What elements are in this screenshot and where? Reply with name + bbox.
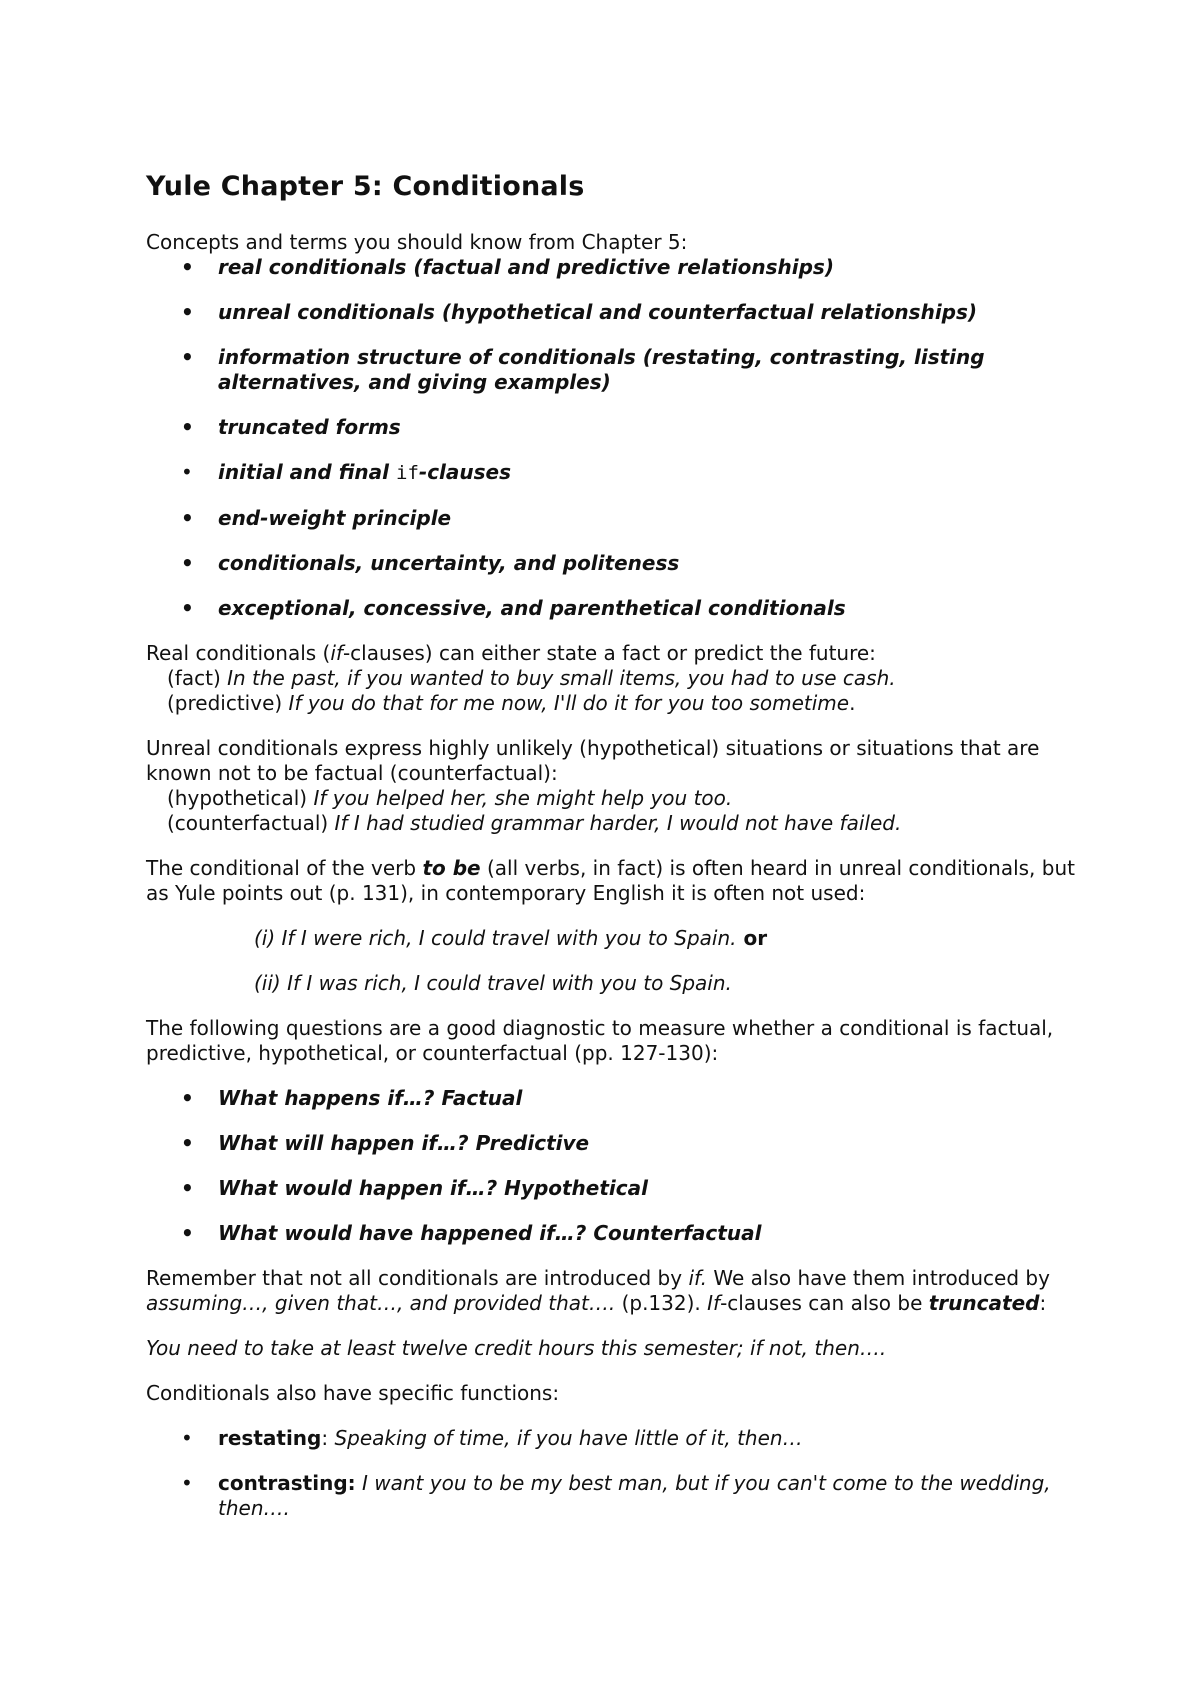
remember-paragraph: Remember that not all conditionals are introduced by if. We also have them introduced by assuming…, given that…, and provided that…. (p.132). If-clauses can also be truncated: — [146, 1266, 1050, 1315]
list-item: • What happens if…? Factual — [146, 1086, 1076, 1111]
diagnostic-paragraph: The following questions are a good diagnostic to measure whether a conditional is factual, predictive, hypothetical, or counterfactual (pp. 127-130): — [146, 1016, 1054, 1065]
list-item: • unreal conditionals (hypothetical and counterfactual relationships) — [146, 300, 1076, 325]
list-item: • What will happen if…? Predictive — [146, 1131, 1076, 1156]
list-item: • end-weight principle — [146, 506, 1076, 531]
credit-example: You need to take at least twelve credit hours this semester; if not, then…. — [146, 1336, 887, 1360]
list-item: • initial and final if-clauses — [146, 460, 1076, 486]
to-be-paragraph: The conditional of the verb to be (all verbs, in fact) is often heard in unreal conditionals, but as Yule points out (p. 131), in contemporary English it is often not used: — [146, 856, 1075, 905]
unreal-conditionals-paragraph: Unreal conditionals express highly unlikely (hypothetical) situations or situations that are known not to be factual (counterfactual): (hypothetical) If you helped her, she might help you too. (counterfactual) If I had studied grammar harder, I would not have failed. — [146, 736, 1076, 836]
functions-list — [146, 1426, 1076, 1521]
list-item: • exceptional, concessive, and parenthetical conditionals — [146, 596, 1076, 621]
example-ii: (ii) If I was rich, I could travel with you to Spain. — [254, 971, 732, 995]
counterfactual-example: (counterfactual) If I had studied grammar harder, I would not have failed. — [167, 811, 902, 835]
list-item: • contrasting: I want you to be my best man, but if you can't come to the wedding, then…. — [146, 1471, 1076, 1521]
hypothetical-example: (hypothetical) If you helped her, she might help you too. — [167, 786, 733, 810]
diagnostic-questions — [146, 1086, 1076, 1246]
list-item: • information structure of conditionals (restating, contrasting, listing alternatives, and giving examples) — [146, 345, 1076, 395]
concepts-intro: Concepts and terms you should know from Chapter 5: — [146, 230, 688, 254]
fact-example: (fact) In the past, if you wanted to buy small items, you had to use cash. — [167, 666, 896, 690]
predictive-example: (predictive) If you do that for me now, I'll do it for you too sometime. — [167, 691, 856, 715]
page-title: Yule Chapter 5: Conditionals — [146, 171, 585, 202]
document-body — [146, 170, 1076, 1541]
list-item: • restating: Speaking of time, if you have little of it, then… — [146, 1426, 1076, 1451]
example-i: (i) If I were rich, I could travel with you to Spain. or — [254, 926, 768, 950]
list-item: • real conditionals (factual and predictive relationships) — [146, 255, 1076, 280]
list-item: • What would have happened if…? Counterfactual — [146, 1221, 1076, 1246]
concepts-list — [146, 255, 1076, 621]
list-item: • What would happen if…? Hypothetical — [146, 1176, 1076, 1201]
real-conditionals-paragraph: Real conditionals (if-clauses) can either state a fact or predict the future: (fact) In the past, if you wanted to buy small items, you had to use cash. (predictive) If you do that for me now, I'll do it for you too sometime. — [146, 641, 1076, 716]
list-item: • truncated forms — [146, 415, 1076, 440]
list-item: • conditionals, uncertainty, and politeness — [146, 551, 1076, 576]
functions-intro: Conditionals also have specific functions: — [146, 1381, 560, 1405]
